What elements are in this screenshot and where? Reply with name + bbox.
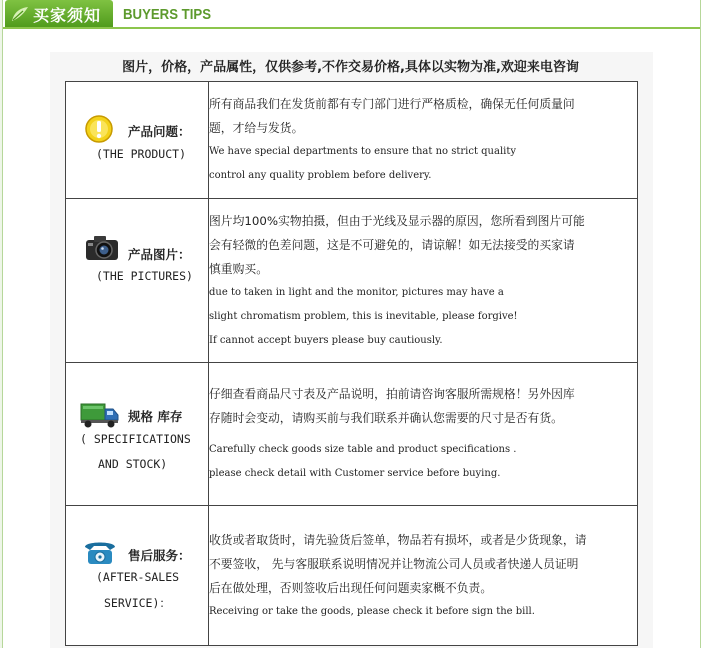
description-zh-line: 图片均100%实物拍摄，但由于光线及显示器的原因，您所看到图片可能	[209, 213, 585, 228]
description-zh-line: 收货或者取货时，请先验货后签单，物品若有损坏，或者是少货现象，请	[209, 532, 587, 547]
description-zh-line: 题，才给与发货。	[209, 121, 304, 135]
tips-row-specifications	[66, 363, 638, 506]
warning-icon	[84, 114, 114, 148]
category-cell	[66, 82, 209, 199]
description-zh-line: 所有商品我们在发货前都有专门部门进行严格质检，确保无任何质量问	[209, 97, 575, 111]
description-zh-line: 存随时会变动，请购买前与我们联系并确认您需要的尺寸是否有货。	[209, 411, 563, 425]
category-title: 产品问题：	[128, 124, 191, 139]
description-zh-line: 会有轻微的色差问题，这是不可避免的，请谅解！如无法接受的买家请	[209, 237, 575, 252]
description-zh-line: 慎重购买。	[209, 261, 268, 276]
leaf-icon	[11, 6, 29, 22]
category-title-en: SERVICE)：	[104, 596, 171, 610]
truck-icon	[80, 400, 120, 434]
tips-row-product	[66, 82, 638, 199]
tips-row-pictures	[66, 199, 638, 363]
description-en-line: Receiving or take the goods, please check it before sign the bill.	[209, 605, 535, 617]
tips-row-after-sales	[66, 506, 638, 646]
header-tab	[5, 0, 113, 28]
category-title-en: (THE PRODUCT)	[96, 147, 187, 161]
category-cell	[66, 363, 209, 506]
category-title: 规格 库存	[128, 409, 183, 424]
header-bar	[3, 0, 700, 30]
tips-table	[65, 81, 638, 646]
description-en-line: slight chromatism problem, this is inevitable, please forgive!	[209, 310, 518, 322]
header-subtitle: BUYERS TIPS	[123, 6, 212, 23]
description-cell	[209, 199, 638, 363]
category-title-en: (THE PICTURES)	[96, 269, 193, 283]
description-en-line: due to taken in light and the monitor, pictures may have a	[209, 286, 504, 298]
description-en-line: We have special departments to ensure that no strict quality	[209, 146, 517, 157]
category-title: 售后服务：	[128, 548, 191, 563]
description-en-line: If cannot accept buyers please buy cautiously.	[209, 334, 443, 346]
category-cell	[66, 199, 209, 363]
description-zh-line: 后在做处理，否则签收后出现任何问题卖家概不负责。	[209, 580, 493, 595]
description-cell	[209, 506, 638, 646]
description-cell	[209, 82, 638, 199]
phone-icon	[82, 538, 118, 570]
description-en-line: control any quality problem before delivery.	[209, 170, 432, 181]
description-en-line: please check detail with Customer service before buying.	[209, 468, 501, 479]
description-en-line: Carefully check goods size table and product specifications .	[209, 444, 517, 455]
category-cell	[66, 506, 209, 646]
category-title-en: (AFTER-SALES	[96, 570, 180, 584]
description-zh-line: 不要签收， 先与客服联系说明情况并让物流公司人员或者快递人员证明	[209, 556, 579, 571]
description-zh-line: 仔细查看商品尺寸表及产品说明，拍前请咨询客服所需规格！另外因库	[209, 387, 575, 401]
header-divider	[3, 27, 700, 29]
camera-icon	[84, 233, 120, 267]
category-title-en: ( SPECIFICATIONS	[80, 432, 191, 446]
category-title-en: AND STOCK)	[98, 457, 168, 471]
disclaimer-note: 图片，价格，产品属性，仅供参考,不作交易价格,具体以实物为准,欢迎来电咨询	[122, 60, 579, 75]
description-cell	[209, 363, 638, 506]
category-title: 产品图片：	[128, 247, 191, 262]
header-title: 买家须知	[33, 6, 102, 25]
